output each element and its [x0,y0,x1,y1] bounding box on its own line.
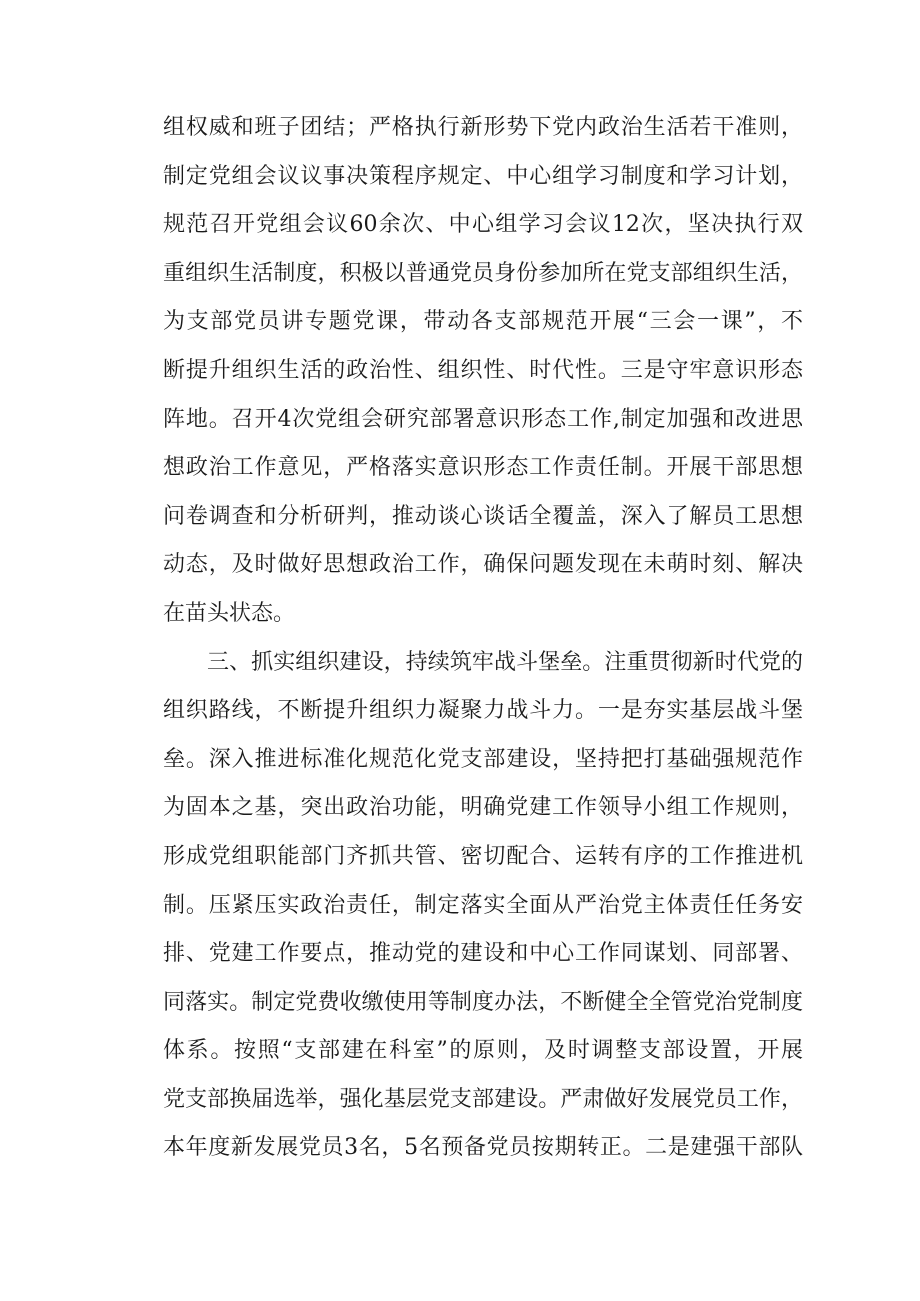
text-line: 问卷调查和分析研判，推动谈心谈话全覆盖，深入了解员工思想 [163,503,803,529]
section-heading-line: 三、抓实组织建设，持续筑牢战斗堡垒。注重贯彻新时代党的 [207,649,803,675]
text-line: 断提升组织生活的政治性、组织性、时代性。三是守牢意识形态 [163,357,803,383]
text-line: 为支部党员讲专题党课，带动各支部规范开展“三会一课”，不 [163,309,803,335]
text-line: 垒。深入推进标准化规范化党支部建设，坚持把打基础强规范作 [163,746,803,772]
text-line: 形成党组职能部门齐抓共管、密切配合、运转有序的工作推进机 [163,843,803,869]
text-line: 想政治工作意见，严格落实意识形态工作责任制。开展干部思想 [163,455,803,481]
text-line: 为固本之基，突出政治功能，明确党建工作领导小组工作规则， [163,795,803,821]
text-line: 体系。按照“支部建在科室”的原则，及时调整支部设置，开展 [163,1038,803,1064]
text-line: 阵地。召开4次党组会研究部署意识形态工作,制定加强和改进思 [163,406,803,432]
paragraph-end-line: 在苗头状态。 [163,600,296,626]
text-line: 动态，及时做好思想政治工作，确保问题发现在未萌时刻、解决 [163,552,803,578]
text-line: 组织路线，不断提升组织力凝聚力战斗力。一是夯实基层战斗堡 [163,698,803,724]
text-line: 组权威和班子团结；严格执行新形势下党内政治生活若干准则， [163,115,803,140]
text-line: 制定党组会议议事决策程序规定、中心组学习制度和学习计划， [163,163,803,189]
text-line: 制。压紧压实政治责任，制定落实全面从严治党主体责任任务安 [163,892,803,918]
text-line: 同落实。制定党费收缴使用等制度办法，不断健全全管党治党制度 [163,989,803,1015]
text-line: 规范召开党组会议60余次、中心组学习会议12次，坚决执行双 [163,212,803,238]
body-text [163,104,803,1173]
text-line: 党支部换届选举，强化基层党支部建设。严肃做好发展党员工作， [163,1086,803,1112]
text-line: 本年度新发展党员3名，5名预备党员按期转正。二是建强干部队 [163,1135,803,1161]
text-line: 排、党建工作要点，推动党的建设和中心工作同谋划、同部署、 [163,941,803,967]
text-line: 重组织生活制度，积极以普通党员身份参加所在党支部组织生活， [163,260,803,286]
